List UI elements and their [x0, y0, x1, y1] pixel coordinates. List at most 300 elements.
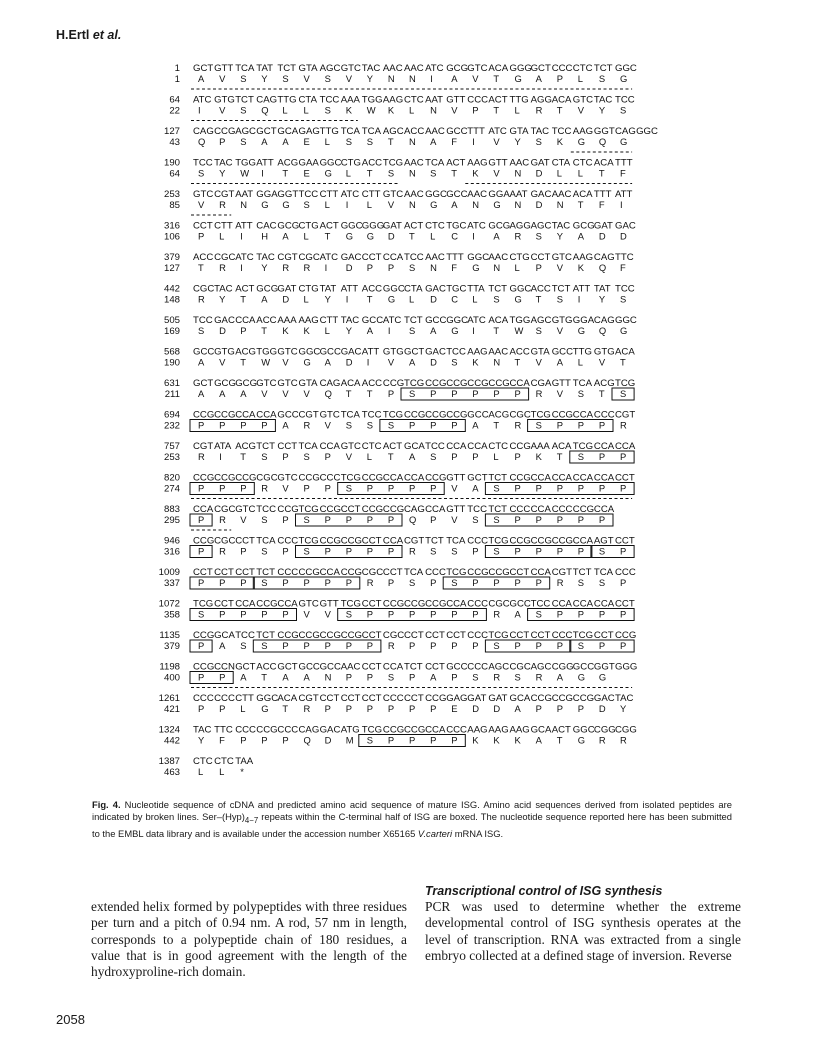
amino-acid: T [514, 356, 521, 368]
codon: ATT [256, 157, 274, 169]
amino-acid: Y [345, 325, 352, 336]
codon: AGG [509, 220, 531, 232]
amino-acid: S [366, 734, 374, 746]
codon: TCC [446, 346, 466, 358]
codon: TCC [193, 315, 213, 326]
amino-acid: P [430, 482, 437, 494]
codon: AAG [509, 724, 530, 736]
codon: TTG [277, 94, 297, 106]
amino-acid: P [387, 608, 395, 620]
codon: TGG [256, 346, 278, 358]
codon: AGC [530, 315, 552, 326]
amino-acid: I [366, 356, 370, 368]
amino-acid: S [493, 482, 500, 494]
codon: TAC [361, 63, 381, 74]
codon: CCA [509, 378, 530, 389]
codon: GGA [256, 189, 278, 200]
amino-acid: S [409, 388, 416, 399]
amino-acid: Y [620, 703, 627, 714]
codon: ACA [615, 346, 635, 358]
codon: ACT [488, 94, 508, 106]
codon: CGT [193, 441, 214, 452]
amino-acid: Q [598, 262, 607, 273]
amino-acid: P [219, 577, 226, 588]
amino-acid: G [577, 671, 586, 683]
amino-acid: P [598, 608, 606, 620]
codon: CCT [530, 252, 551, 263]
codon: TTG [319, 126, 339, 137]
codon: TCA [593, 567, 614, 578]
codon: AAC [467, 189, 488, 200]
codon: GCT [193, 63, 214, 74]
codon: CCG [361, 472, 384, 484]
amino-acid: M [345, 734, 354, 746]
codon: CCT [193, 220, 213, 232]
codon: CCC [277, 535, 299, 547]
codon: CCA [277, 598, 298, 610]
amino-acid: P [282, 608, 289, 620]
codon: GAC [319, 724, 341, 736]
amino-acid: R [493, 671, 501, 683]
codon: ACC [256, 315, 277, 326]
codon: CCG [446, 378, 468, 389]
codon: CCA [193, 504, 214, 515]
codon: CCG [425, 378, 447, 389]
amino-acid: P [324, 640, 331, 651]
amino-acid: Y [261, 262, 268, 273]
amino-acid: P [198, 230, 205, 242]
codon: AAC [340, 661, 361, 673]
codon: CCA [446, 598, 467, 610]
codon: CGC [509, 409, 531, 421]
codon: TGG [235, 157, 256, 169]
codon: AAT [509, 189, 528, 200]
amino-acid: T [366, 167, 373, 179]
codon: GCG [235, 378, 258, 389]
amino-acid: T [577, 199, 584, 210]
amino-acid: K [472, 734, 479, 746]
codon: CCA [530, 567, 551, 578]
amino-acid: G [577, 136, 586, 147]
aa-position: 295 [163, 515, 180, 526]
codon: TCC [319, 94, 340, 106]
codon: TTT [615, 157, 633, 169]
codon: TCT [488, 504, 508, 515]
codon: TCT [256, 630, 275, 641]
codon: TCG [572, 630, 594, 641]
codon: GGC [572, 724, 595, 736]
nt-position: 190 [163, 157, 180, 169]
amino-acid: S [577, 640, 585, 651]
codon: GTT [488, 157, 508, 169]
codon: GAT [488, 693, 508, 704]
codon: CCA [530, 504, 551, 515]
codon: ACG [488, 409, 510, 421]
amino-acid: D [324, 734, 332, 746]
aa-position: 358 [163, 609, 180, 621]
nt-position: 1198 [159, 661, 180, 673]
codon: CTG [340, 157, 361, 169]
codon: ATC [319, 252, 339, 263]
amino-acid: P [556, 514, 563, 525]
codon: CCG [256, 598, 278, 610]
codon: GTT [551, 378, 571, 389]
codon: GTC [340, 441, 361, 452]
codon: TAC [530, 126, 550, 137]
amino-acid: P [409, 703, 416, 714]
amino-acid: S [345, 482, 352, 494]
codon: GGC [467, 252, 490, 263]
amino-acid: V [219, 104, 226, 116]
codon: TCT [404, 315, 423, 326]
nt-position: 127 [163, 126, 180, 137]
codon: ATA [214, 441, 232, 452]
codon: TCG [361, 724, 383, 736]
amino-acid: R [219, 199, 226, 210]
amino-acid: P [198, 514, 205, 525]
codon: ACC [256, 661, 277, 673]
amino-acid: G [472, 262, 480, 273]
codon: CCG [425, 598, 447, 610]
amino-acid: P [366, 262, 374, 273]
amino-acid: R [598, 734, 606, 746]
amino-acid: D [345, 262, 353, 273]
codon: CCG [214, 126, 236, 137]
amino-acid: V [493, 167, 500, 179]
amino-acid: P [535, 262, 542, 273]
amino-acid: G [514, 293, 522, 305]
amino-acid: G [282, 199, 290, 210]
amino-acid: I [577, 293, 581, 305]
codon: TAC [214, 283, 233, 295]
amino-acid: G [620, 136, 628, 147]
amino-acid: P [387, 734, 395, 746]
amino-acid: P [324, 514, 331, 525]
codon: GGC [319, 157, 342, 169]
amino-acid: P [387, 482, 395, 494]
amino-acid: P [219, 419, 226, 431]
amino-acid: D [219, 325, 226, 336]
amino-acid: Q [324, 388, 332, 399]
amino-acid: A [451, 199, 458, 210]
amino-acid: P [282, 451, 289, 462]
amino-acid: S [387, 419, 395, 431]
amino-acid: K [282, 325, 289, 336]
codon: CCA [256, 409, 277, 421]
amino-acid: I [198, 104, 201, 116]
codon: GCT [404, 346, 425, 358]
nt-position: 379 [163, 252, 180, 263]
aa-position: 379 [163, 641, 180, 652]
nt-position: 631 [163, 378, 180, 389]
amino-acid: P [366, 671, 374, 683]
amino-acid: L [577, 73, 584, 84]
amino-acid: P [282, 640, 289, 651]
amino-acid: L [577, 167, 584, 179]
codon: GTC [256, 378, 277, 389]
repeat-box [190, 672, 233, 684]
amino-acid: P [556, 419, 563, 431]
amino-acid: Q [303, 734, 311, 746]
amino-acid: P [409, 482, 416, 494]
amino-acid: P [556, 545, 563, 557]
codon: TAC [615, 693, 634, 704]
codon: CGT [298, 409, 319, 421]
codon: CCC [551, 63, 573, 74]
amino-acid: S [261, 577, 268, 588]
amino-acid: G [261, 703, 269, 714]
codon: TAT [256, 63, 274, 74]
amino-acid: T [493, 73, 500, 84]
codon: TAC [593, 94, 613, 106]
amino-acid: L [514, 104, 520, 116]
amino-acid: P [535, 545, 542, 557]
codon: CCG [467, 378, 489, 389]
codon: TCA [256, 535, 276, 547]
amino-acid: D [535, 167, 543, 179]
amino-acid: P [282, 734, 289, 746]
codon: TAC [340, 315, 360, 326]
amino-acid: A [282, 230, 289, 242]
codon: GTA [530, 346, 550, 358]
nt-position: 505 [163, 315, 180, 326]
amino-acid: D [430, 356, 437, 368]
codon: TCG [572, 441, 594, 452]
repeat-box [253, 640, 381, 652]
codon: CCC [214, 693, 235, 704]
amino-acid: P [577, 514, 585, 525]
amino-acid: P [240, 419, 247, 431]
codon: CAC [256, 220, 277, 232]
amino-acid: C [451, 293, 458, 305]
codon: CCG [340, 567, 363, 578]
amino-acid: S [577, 577, 585, 588]
amino-acid: N [493, 356, 501, 368]
amino-acid: V [598, 356, 606, 368]
amino-acid: R [366, 577, 374, 588]
aa-position: 148 [163, 294, 180, 306]
amino-acid: P [261, 419, 268, 431]
amino-acid: P [556, 482, 563, 494]
codon: CGG [551, 661, 574, 673]
amino-acid: T [598, 167, 605, 179]
amino-acid: P [282, 545, 289, 557]
aa-position: 337 [163, 578, 180, 589]
codon: CCT [277, 441, 298, 452]
nt-position: 757 [163, 441, 180, 452]
amino-acid: R [620, 734, 627, 746]
codon: CAG [593, 315, 615, 326]
amino-acid: P [430, 388, 437, 399]
codon: GGC [509, 283, 532, 295]
amino-acid: I [345, 199, 349, 210]
codon: CCT [404, 630, 424, 641]
amino-acid: P [514, 451, 521, 462]
codon: ATC [340, 189, 360, 200]
codon: CTC [425, 220, 445, 232]
amino-acid: N [409, 167, 416, 179]
codon: CCC [425, 567, 446, 578]
codon: CCT [193, 567, 213, 578]
codon: CCA [593, 472, 615, 484]
amino-acid: L [493, 451, 499, 462]
codon: GCC [446, 661, 468, 673]
amino-acid: P [345, 671, 352, 683]
codon: CGC [214, 504, 236, 515]
amino-acid: P [387, 577, 395, 588]
codon: CGA [530, 378, 552, 389]
codon: TCC [551, 126, 572, 137]
amino-acid: S [303, 451, 310, 462]
codon: GAC [340, 252, 362, 263]
codon: CCC [551, 630, 573, 641]
codon: CCG [382, 598, 405, 610]
codon: CCG [530, 535, 552, 547]
amino-acid: S [198, 167, 205, 179]
amino-acid: P [345, 545, 352, 557]
amino-acid: A [535, 73, 542, 84]
codon: GGC [636, 126, 658, 137]
repeat-box [591, 546, 634, 558]
amino-acid: N [514, 199, 522, 210]
codon: CCG [488, 567, 510, 578]
codon: CCG [214, 472, 236, 484]
codon: GAC [340, 346, 362, 358]
codon: CCG [340, 535, 363, 547]
section-heading: Transcriptional control of ISG synthesis [425, 884, 663, 898]
codon: TAC [551, 220, 571, 232]
amino-acid: I [261, 167, 264, 179]
amino-acid: P [472, 577, 479, 588]
amino-acid: N [514, 167, 522, 179]
body-text-left: extended helix formed by polypeptides with three residues per turn and a pitch of 0.94 nm. A rod, 57 nm in length, corresponds to a polypeptide chain of 180 residues, a value that is in good agreement with the length of the hydroxyproline-rich domain. [91, 899, 407, 980]
codon: GCC [425, 315, 447, 326]
amino-acid: S [598, 545, 606, 557]
codon: TCA [404, 567, 424, 578]
amino-acid: K [303, 325, 310, 336]
page-number: 2058 [56, 1012, 85, 1027]
codon: AAC [488, 346, 509, 358]
codon: CCC [467, 598, 489, 610]
amino-acid: P [366, 640, 374, 651]
amino-acid: S [409, 262, 416, 273]
amino-acid: P [219, 703, 226, 714]
codon: ACT [382, 441, 403, 452]
amino-acid: P [303, 482, 310, 494]
codon: CCG [193, 535, 215, 547]
codon: GAT [467, 693, 487, 704]
amino-acid: S [535, 136, 542, 147]
codon: GGG [615, 661, 638, 673]
amino-acid: S [514, 671, 521, 683]
amino-acid: G [620, 73, 628, 84]
amino-acid: S [198, 325, 205, 336]
codon: GAG [446, 693, 468, 704]
codon: CCT [425, 630, 445, 641]
amino-acid: G [577, 734, 586, 746]
codon: GTC [319, 409, 340, 421]
amino-acid: * [240, 766, 244, 777]
amino-acid: V [387, 199, 395, 210]
codon: ATC [235, 252, 254, 263]
codon: GTC [382, 189, 404, 200]
nt-position: 1 [174, 63, 180, 74]
amino-acid: S [324, 73, 331, 84]
amino-acid: N [409, 199, 416, 210]
amino-acid: F [219, 734, 225, 746]
codon: TCC [615, 94, 635, 106]
amino-acid: N [387, 73, 395, 84]
amino-acid: P [472, 451, 479, 462]
codon: CGT [277, 252, 298, 263]
codon: CTG [298, 220, 319, 232]
amino-acid: P [556, 640, 563, 651]
codon: TCT [488, 283, 508, 295]
codon: TCT [404, 661, 423, 673]
codon: GTC [572, 94, 594, 106]
amino-acid: A [282, 419, 289, 431]
codon: ACC [361, 157, 383, 169]
amino-acid: G [324, 167, 332, 179]
amino-acid: P [219, 482, 226, 494]
caption-subscript: 4−7 [244, 816, 259, 826]
amino-acid: T [240, 356, 246, 368]
amino-acid: P [366, 545, 374, 557]
codon: ACA [572, 189, 593, 200]
codon: TCC [256, 504, 277, 515]
codon: CCG [235, 472, 257, 484]
amino-acid: V [472, 73, 479, 84]
amino-acid: G [430, 199, 438, 210]
amino-acid: I [387, 325, 391, 336]
codon: CCG [509, 441, 531, 452]
codon: CCG [319, 630, 341, 641]
amino-acid: P [451, 451, 458, 462]
codon: GTC [298, 598, 319, 610]
codon: ACT [319, 220, 339, 232]
amino-acid: P [451, 608, 458, 620]
codon: TGC [446, 283, 467, 295]
amino-acid: P [345, 703, 352, 714]
amino-acid: K [345, 104, 352, 116]
codon: CCC [277, 724, 299, 736]
codon: CCT [509, 630, 530, 641]
amino-acid: E [303, 167, 310, 179]
amino-acid: N [493, 262, 501, 273]
codon: GGC [425, 189, 447, 200]
amino-acid: I [240, 230, 243, 242]
codon: CCT [615, 598, 635, 610]
amino-acid: P [198, 577, 205, 588]
amino-acid: T [366, 388, 373, 399]
aa-position: 421 [163, 704, 180, 715]
amino-acid: P [303, 640, 310, 651]
codon: GCC [446, 126, 468, 137]
codon: CCT [235, 535, 255, 547]
amino-acid: F [620, 262, 626, 273]
amino-acid: N [472, 199, 480, 210]
codon: GCG [214, 378, 236, 389]
codon: CCT [382, 567, 403, 578]
amino-acid: V [324, 608, 331, 620]
codon: TCT [572, 567, 592, 578]
codon: GTC [277, 472, 298, 484]
codon: CCA [319, 567, 340, 578]
amino-acid: N [324, 671, 332, 683]
amino-acid: P [409, 608, 416, 620]
codon: GCA [530, 724, 552, 736]
amino-acid: V [240, 514, 247, 525]
